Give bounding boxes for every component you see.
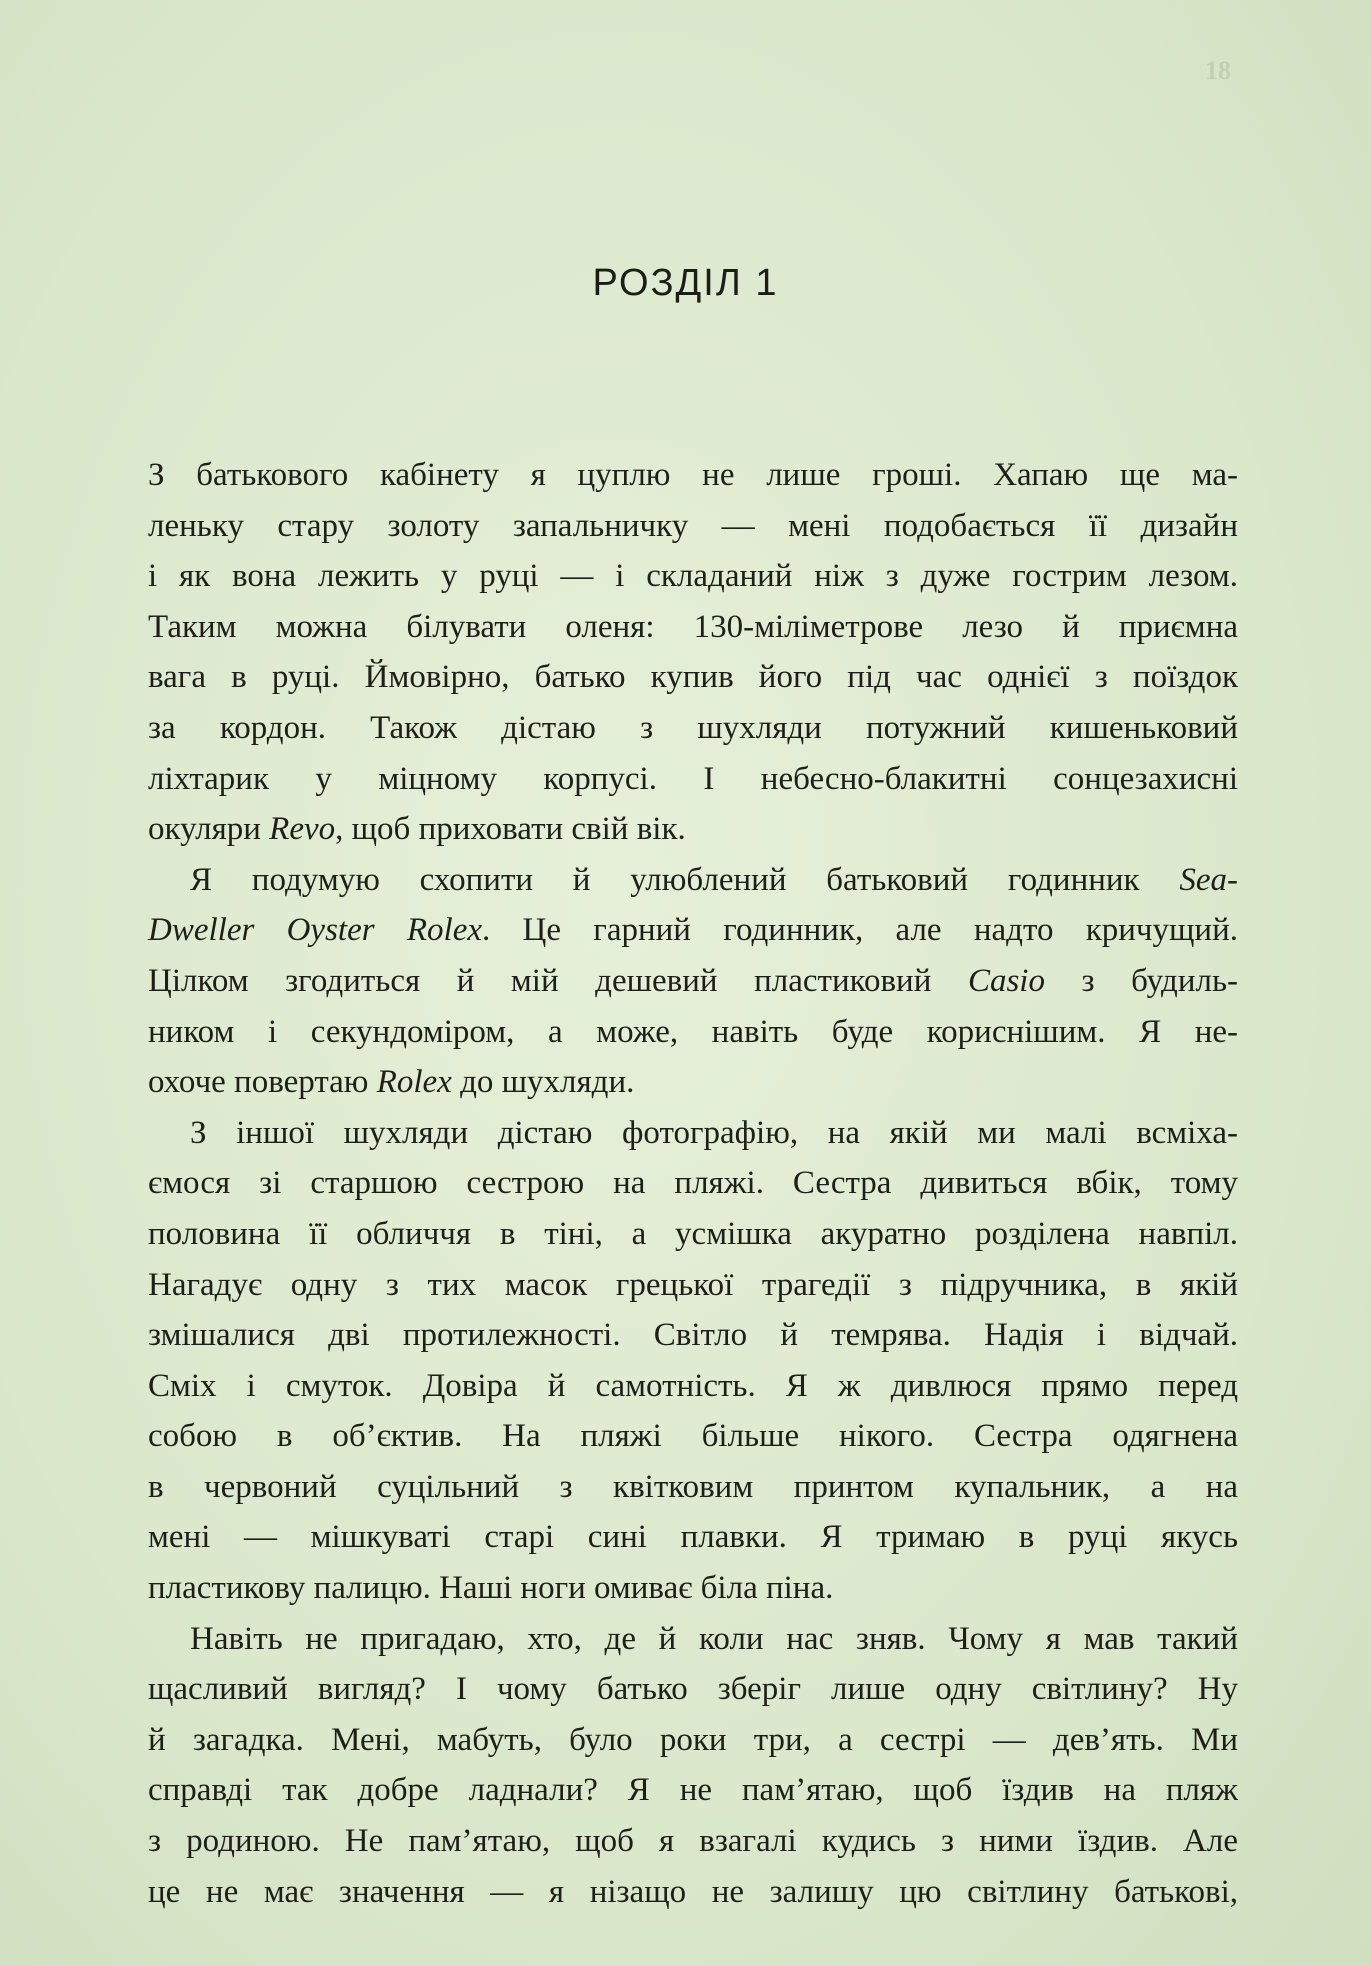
text-line: з родиною. Не пам’ятаю, щоб я взагалі кудись з ними їздив. Але xyxy=(148,1823,1238,1860)
text-line: Таким можна білувати оленя: 130-міліметрове лезо й приємна xyxy=(148,608,1238,645)
text-line: ємося зі старшою сестрою на пляжі. Сестра дивиться вбік, тому xyxy=(148,1165,1238,1202)
paragraph-2 xyxy=(148,855,1238,1108)
chapter-title: РОЗДІЛ 1 xyxy=(592,262,779,304)
text-line: собою в об’єктив. На пляжі більше нікого. Сестра одягнена xyxy=(148,1418,1238,1455)
text-line: ліхтарик у міцному корпусі. І небесно-блакитні сонцезахисні xyxy=(148,760,1238,797)
text-line: ником і секундоміром, а може, навіть буде кориснішим. Я не- xyxy=(148,1013,1238,1050)
page-number: 18 xyxy=(1205,56,1231,85)
text-line: щасливий вигляд? І чому батько зберіг лише одну світлину? Ну xyxy=(148,1671,1238,1708)
text-line: мені — мішкуваті старі сині плавки. Я тримаю в руці якусь xyxy=(148,1519,1238,1556)
text-line: й загадка. Мені, мабуть, було роки три, а сестрі — дев’ять. Ми xyxy=(148,1721,1238,1758)
body-text xyxy=(148,450,1238,1917)
text-line: леньку стару золоту запальничку — мені подобається її дизайн xyxy=(148,507,1238,544)
text-line: З батькового кабінету я цуплю не лише гроші. Хапаю ще ма- xyxy=(148,457,1238,493)
text-line: змішалися дві протилежності. Світло й темрява. Надія і відчай. xyxy=(148,1317,1238,1354)
text-line: вага в руці. Ймовірно, батько купив його під час однієї з поїздок xyxy=(148,659,1238,696)
text-line: пластикову палицю. Наші ноги омиває біла піна. xyxy=(148,1570,834,1607)
text-line: і як вона лежить у руці — і складаний ніж з дуже гострим лезом. xyxy=(148,558,1238,595)
text-line: охоче повертаю Rolex до шухляди. xyxy=(148,1064,635,1101)
text-line: Dweller Oyster Rolex. Це гарний годинник, але надто кричущий. xyxy=(148,912,1238,949)
text-line: Нагадує одну з тих масок грецької трагедії з підручника, в якій xyxy=(148,1266,1238,1303)
text-line: половина її обличчя в тіні, а усмішка акуратно розділена навпіл. xyxy=(148,1215,1238,1252)
text-line: окуляри Revo, щоб приховати свій вік. xyxy=(148,811,686,848)
text-line: в червоний суцільний з квітковим принтом купальник, а на xyxy=(148,1468,1238,1505)
text-line: З іншої шухляди дістаю фотографію, на якій ми малі всміха- xyxy=(190,1114,1238,1151)
text-line: Цілком згодиться й мій дешевий пластиковий Casio з будиль- xyxy=(148,962,1239,999)
text-line: це не має значення — я нізащо не залишу цю світлину батькові, xyxy=(148,1873,1238,1910)
text-line: справді так добре ладнали? Я не пам’ятаю, щоб їздив на пляж xyxy=(148,1772,1238,1809)
paragraph-1 xyxy=(148,450,1238,855)
text-line: Сміх і смуток. Довіра й самотність. Я ж дивлюся прямо перед xyxy=(148,1367,1238,1404)
paragraph-4 xyxy=(148,1614,1238,1918)
text-line: Я подумую схопити й улюблений батьковий годинник Sea- xyxy=(190,861,1238,898)
text-line: за кордон. Також дістаю з шухляди потужний кишеньковий xyxy=(148,709,1238,746)
paragraph-3 xyxy=(148,1108,1238,1614)
text-line: Навіть не пригадаю, хто, де й коли нас зняв. Чому я мав такий xyxy=(190,1620,1238,1657)
